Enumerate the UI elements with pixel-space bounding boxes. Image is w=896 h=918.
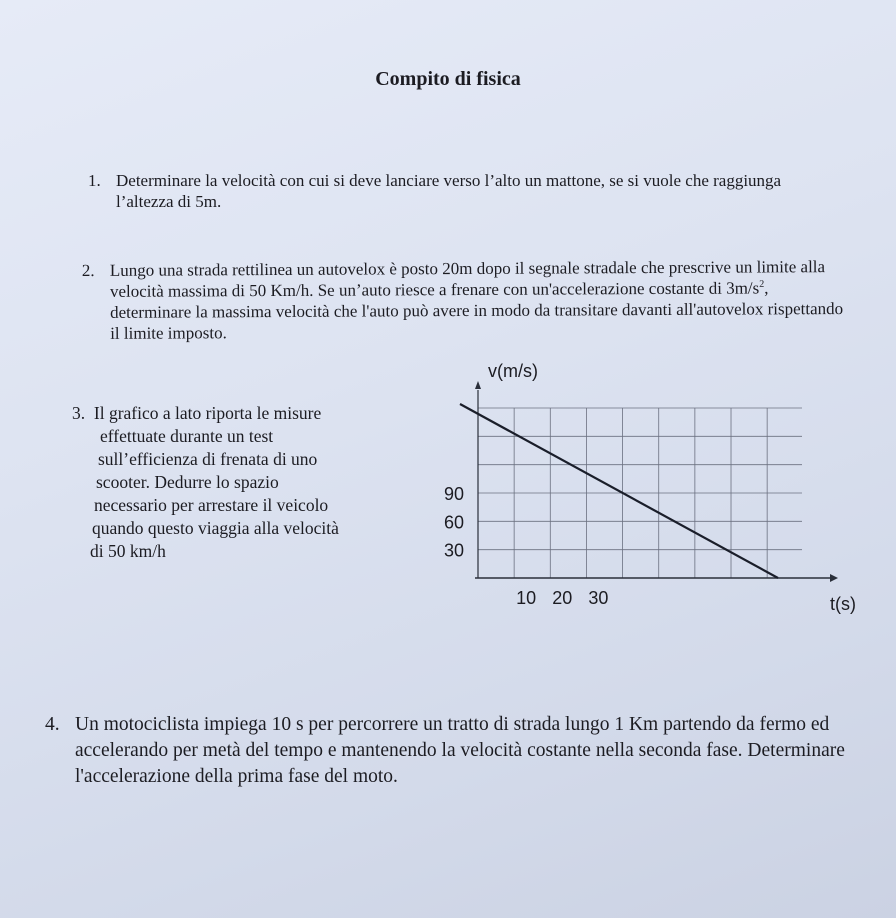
y-tick-label: 60 <box>443 512 464 533</box>
x-tick-labels <box>516 588 608 608</box>
problem-number: 1. <box>88 171 101 190</box>
problem-text-line: effettuate durante un test <box>100 426 274 446</box>
problem-text-line: sull’efficienza di frenata di uno <box>98 449 318 469</box>
problem-2 <box>82 256 852 344</box>
problem-text-line: 3. Il grafico a lato riporta le misure <box>72 403 322 423</box>
problem-text: Determinare la velocità con cui si deve lanciare verso l’alto un mattone, se si vuole che raggiunga l’altezza di 5m. <box>116 171 782 211</box>
y-axis-arrow <box>475 381 481 389</box>
problem-text-line: quando questo viaggia alla velocità <box>92 518 339 538</box>
y-axis-label: v(m/s) <box>488 361 538 381</box>
problem-3 <box>72 402 392 563</box>
problem-1 <box>88 170 808 212</box>
series-line <box>460 404 778 578</box>
y-tick-label: 90 <box>443 484 464 504</box>
problem-number: 4. <box>45 714 60 735</box>
problem-text <box>110 256 852 344</box>
problem-text: Un motociclista impiega 10 s per percorrere un tratto di strada lungo 1 Km partendo da fermo ed accelerando per metà del tempo e mantenendo la velocità costante nella seconda fase. Determinare l'accelerazione della prima fase del moto. <box>75 714 845 787</box>
problem-text-line: scooter. Dedurre lo spazio <box>96 472 279 492</box>
velocity-time-chart <box>420 355 870 620</box>
problem-text-part: , determinare la massima velocità che l'auto può avere in modo da transitare davanti all'autovelox rispettando il limite imposto. <box>110 278 844 343</box>
problem-text-part: Lungo una strada rettilinea un autovelox è posto 20m dopo il segnale stradale che prescrive un limite alla velocità massima di 50 Km/h. Se un’auto riesce a frenare con un'accelerazione costante di 3m/s <box>109 257 826 301</box>
x-tick-label: 20 <box>552 588 573 608</box>
x-axis-arrow <box>830 574 838 582</box>
problem-text-line: necessario per arrestare il veicolo <box>94 495 329 515</box>
exponent: 2 <box>759 278 765 290</box>
y-tick-label: 30 <box>443 540 464 561</box>
problem-text-line: di 50 km/h <box>90 541 166 561</box>
problem-4 <box>45 712 865 790</box>
problem-number: 2. <box>81 260 95 281</box>
x-tick-label: 10 <box>516 588 537 608</box>
page-title: Compito di fisica <box>375 68 521 90</box>
y-tick-labels <box>444 484 464 561</box>
chart-grid <box>478 408 802 578</box>
x-axis-label: t(s) <box>830 594 856 614</box>
problem-number: 3. <box>72 403 86 423</box>
x-tick-label: 30 <box>588 588 609 608</box>
